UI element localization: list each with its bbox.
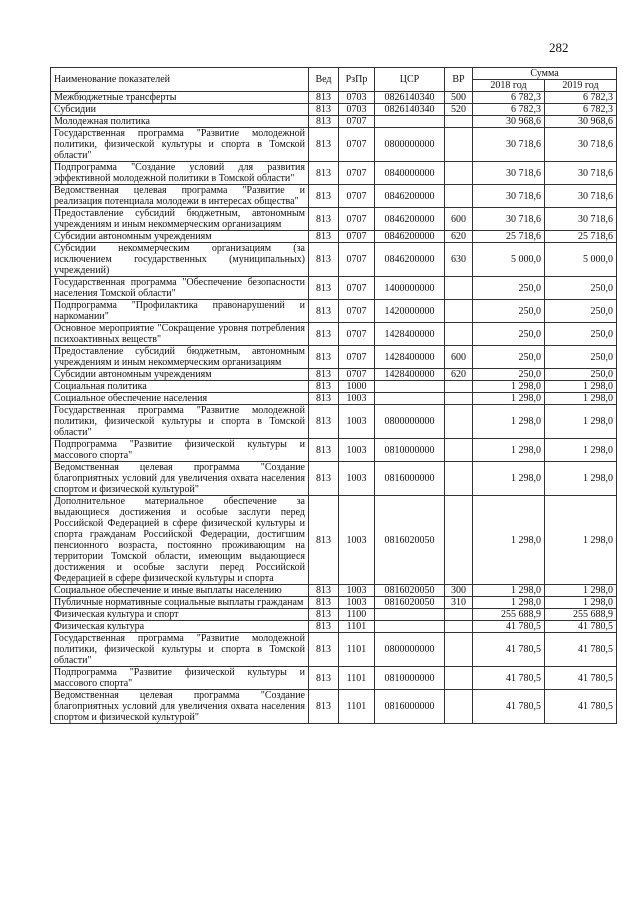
- cell-ved: 813: [309, 597, 339, 609]
- cell-y2019: 25 718,6: [545, 231, 617, 243]
- cell-y2018: 1 298,0: [473, 462, 545, 496]
- cell-rzpr: 0703: [339, 92, 375, 104]
- cell-rzpr: 1003: [339, 462, 375, 496]
- cell-y2018: 255 688,9: [473, 609, 545, 621]
- cell-ved: 813: [309, 369, 339, 381]
- cell-y2018: 6 782,3: [473, 92, 545, 104]
- table-row: [51, 609, 617, 621]
- table-row: [51, 690, 617, 724]
- cell-csr: 0816000000: [375, 690, 445, 724]
- cell-vr: [445, 667, 473, 690]
- cell-csr: 1428400000: [375, 369, 445, 381]
- cell-vr: [445, 323, 473, 346]
- cell-name: Субсидии: [51, 104, 309, 116]
- cell-y2019: 1 298,0: [545, 496, 617, 585]
- cell-name: Государственная программа "Развитие молодежной политики, физической культуры и спорта в Томской области": [51, 128, 309, 162]
- cell-rzpr: 0707: [339, 243, 375, 277]
- cell-y2019: 255 688,9: [545, 609, 617, 621]
- table-row: [51, 597, 617, 609]
- cell-ved: 813: [309, 243, 339, 277]
- cell-y2018: 1 298,0: [473, 496, 545, 585]
- cell-vr: [445, 393, 473, 405]
- cell-y2019: 30 968,6: [545, 116, 617, 128]
- cell-vr: 310: [445, 597, 473, 609]
- cell-vr: [445, 609, 473, 621]
- cell-name: Подпрограмма "Развитие физической культуры и массового спорта": [51, 667, 309, 690]
- cell-rzpr: 0707: [339, 346, 375, 369]
- cell-csr: 0810000000: [375, 439, 445, 462]
- cell-y2018: 30 718,6: [473, 185, 545, 208]
- cell-name: Физическая культура: [51, 621, 309, 633]
- cell-csr: [375, 116, 445, 128]
- budget-table: [50, 67, 617, 724]
- cell-y2019: 30 718,6: [545, 162, 617, 185]
- cell-name: Молодежная политика: [51, 116, 309, 128]
- cell-rzpr: 0707: [339, 116, 375, 128]
- cell-vr: [445, 116, 473, 128]
- cell-ved: 813: [309, 346, 339, 369]
- cell-ved: 813: [309, 633, 339, 667]
- cell-vr: 620: [445, 231, 473, 243]
- cell-name: Государственная программа "Развитие молодежной политики, физической культуры и спорта в Томской области": [51, 405, 309, 439]
- cell-csr: 0840000000: [375, 162, 445, 185]
- cell-csr: 0826140340: [375, 104, 445, 116]
- cell-ved: 813: [309, 667, 339, 690]
- cell-name: Субсидии некоммерческим организациям (за исключением государственных (муниципальных) учреждений): [51, 243, 309, 277]
- cell-rzpr: 1000: [339, 381, 375, 393]
- cell-csr: [375, 393, 445, 405]
- cell-y2019: 1 298,0: [545, 381, 617, 393]
- table-row: [51, 346, 617, 369]
- cell-y2018: 41 780,5: [473, 633, 545, 667]
- cell-name: Предоставление субсидий бюджетным, автономным учреждениям и иным некоммерческим организациям: [51, 346, 309, 369]
- cell-csr: [375, 621, 445, 633]
- cell-vr: [445, 381, 473, 393]
- cell-name: Ведомственная целевая программа "Создание благоприятных условий для увеличения охвата населения спортом и физической культурой": [51, 690, 309, 724]
- cell-rzpr: 1003: [339, 393, 375, 405]
- page-number: 282: [549, 40, 569, 55]
- cell-rzpr: 1003: [339, 405, 375, 439]
- cell-rzpr: 1003: [339, 597, 375, 609]
- cell-name: Государственная программа "Развитие молодежной политики, физической культуры и спорта в Томской области": [51, 633, 309, 667]
- cell-y2018: 1 298,0: [473, 439, 545, 462]
- table-row: [51, 633, 617, 667]
- cell-y2019: 250,0: [545, 300, 617, 323]
- cell-y2018: 30 718,6: [473, 128, 545, 162]
- cell-csr: 0826140340: [375, 92, 445, 104]
- cell-name: Предоставление субсидий бюджетным, автономным учреждениям и иным некоммерческим организациям: [51, 208, 309, 231]
- table-row: [51, 439, 617, 462]
- table-row: [51, 369, 617, 381]
- cell-name: Межбюджетные трансферты: [51, 92, 309, 104]
- cell-vr: [445, 405, 473, 439]
- cell-vr: [445, 300, 473, 323]
- cell-vr: 500: [445, 92, 473, 104]
- cell-y2018: 250,0: [473, 300, 545, 323]
- cell-y2019: 6 782,3: [545, 104, 617, 116]
- cell-y2018: 6 782,3: [473, 104, 545, 116]
- cell-ved: 813: [309, 393, 339, 405]
- cell-y2019: 5 000,0: [545, 243, 617, 277]
- cell-ved: 813: [309, 381, 339, 393]
- table-row: [51, 116, 617, 128]
- table-row: [51, 243, 617, 277]
- cell-rzpr: 0707: [339, 185, 375, 208]
- cell-y2018: 250,0: [473, 369, 545, 381]
- cell-y2019: 30 718,6: [545, 128, 617, 162]
- cell-ved: 813: [309, 323, 339, 346]
- cell-csr: 0810000000: [375, 667, 445, 690]
- cell-rzpr: 0703: [339, 104, 375, 116]
- cell-y2019: 41 780,5: [545, 690, 617, 724]
- cell-y2019: 41 780,5: [545, 621, 617, 633]
- cell-csr: 1428400000: [375, 346, 445, 369]
- cell-y2018: 1 298,0: [473, 585, 545, 597]
- cell-y2018: 250,0: [473, 323, 545, 346]
- cell-ved: 813: [309, 92, 339, 104]
- cell-vr: 620: [445, 369, 473, 381]
- cell-rzpr: 0707: [339, 162, 375, 185]
- cell-rzpr: 0707: [339, 208, 375, 231]
- cell-name: Социальное обеспечение и иные выплаты населению: [51, 585, 309, 597]
- cell-ved: 813: [309, 621, 339, 633]
- cell-y2018: 41 780,5: [473, 690, 545, 724]
- cell-vr: 630: [445, 243, 473, 277]
- cell-name: Публичные нормативные социальные выплаты гражданам: [51, 597, 309, 609]
- cell-ved: 813: [309, 162, 339, 185]
- cell-y2019: 30 718,6: [545, 185, 617, 208]
- cell-csr: 0846200000: [375, 231, 445, 243]
- cell-ved: 813: [309, 231, 339, 243]
- cell-y2018: 41 780,5: [473, 667, 545, 690]
- cell-name: Государственная программа "Обеспечение безопасности населения Томской области": [51, 277, 309, 300]
- cell-y2018: 30 718,6: [473, 208, 545, 231]
- cell-csr: 0800000000: [375, 633, 445, 667]
- cell-y2018: 25 718,6: [473, 231, 545, 243]
- cell-name: Ведомственная целевая программа "Развитие и реализация потенциала молодежи в интересах общества": [51, 185, 309, 208]
- cell-y2018: 30 968,6: [473, 116, 545, 128]
- cell-rzpr: 0707: [339, 323, 375, 346]
- cell-vr: [445, 633, 473, 667]
- cell-y2018: 30 718,6: [473, 162, 545, 185]
- cell-vr: [445, 185, 473, 208]
- cell-name: Дополнительное материальное обеспечение за выдающиеся достижения и особые заслуги перед Российской Федерацией в сфере физической культуры и спорта гражданам Российской Федерации, достигшим пенсионного возраста, постоянно проживающим на территории Томской области, имеющим выдающиеся достижения и особые заслуги перед Российской Федерацией в сфере физической культуры и спорта: [51, 496, 309, 585]
- cell-y2019: 41 780,5: [545, 633, 617, 667]
- table-row: [51, 667, 617, 690]
- header-rzpr: РзПр: [339, 68, 375, 92]
- cell-y2018: 1 298,0: [473, 393, 545, 405]
- cell-name: Ведомственная целевая программа "Создание благоприятных условий для увеличения охвата населения спортом и физической культурой": [51, 462, 309, 496]
- cell-vr: [445, 128, 473, 162]
- cell-y2019: 30 718,6: [545, 208, 617, 231]
- cell-vr: [445, 690, 473, 724]
- cell-ved: 813: [309, 496, 339, 585]
- cell-ved: 813: [309, 208, 339, 231]
- cell-rzpr: 0707: [339, 369, 375, 381]
- table-row: [51, 128, 617, 162]
- table-row: [51, 208, 617, 231]
- cell-csr: 0816000000: [375, 462, 445, 496]
- cell-y2019: 1 298,0: [545, 462, 617, 496]
- cell-csr: 0816020050: [375, 597, 445, 609]
- cell-rzpr: 1003: [339, 496, 375, 585]
- cell-csr: [375, 381, 445, 393]
- cell-rzpr: 1101: [339, 621, 375, 633]
- cell-name: Подпрограмма "Создание условий для развития эффективной молодежной политики в Томской области": [51, 162, 309, 185]
- cell-rzpr: 1101: [339, 690, 375, 724]
- cell-csr: 1428400000: [375, 323, 445, 346]
- cell-vr: [445, 162, 473, 185]
- cell-rzpr: 0707: [339, 128, 375, 162]
- table-row: [51, 92, 617, 104]
- cell-y2018: 5 000,0: [473, 243, 545, 277]
- cell-y2019: 1 298,0: [545, 597, 617, 609]
- table-row: [51, 323, 617, 346]
- cell-rzpr: 0707: [339, 300, 375, 323]
- cell-vr: 600: [445, 346, 473, 369]
- header-2018: 2018 год: [473, 80, 545, 92]
- cell-rzpr: 1003: [339, 439, 375, 462]
- cell-csr: 0816020050: [375, 496, 445, 585]
- cell-ved: 813: [309, 300, 339, 323]
- cell-rzpr: 1100: [339, 609, 375, 621]
- header-vr: ВР: [445, 68, 473, 92]
- table-row: [51, 162, 617, 185]
- cell-ved: 813: [309, 277, 339, 300]
- table-row: [51, 381, 617, 393]
- cell-ved: 813: [309, 690, 339, 724]
- cell-y2019: 1 298,0: [545, 585, 617, 597]
- cell-csr: 0846200000: [375, 208, 445, 231]
- cell-y2019: 250,0: [545, 369, 617, 381]
- table-row: [51, 300, 617, 323]
- cell-csr: 1400000000: [375, 277, 445, 300]
- cell-y2018: 250,0: [473, 277, 545, 300]
- cell-csr: [375, 609, 445, 621]
- table-row: [51, 104, 617, 116]
- cell-name: Основное мероприятие "Сокращение уровня потребления психоактивных веществ": [51, 323, 309, 346]
- table-row: [51, 185, 617, 208]
- cell-ved: 813: [309, 185, 339, 208]
- header-ved: Вед: [309, 68, 339, 92]
- cell-y2019: 250,0: [545, 346, 617, 369]
- cell-y2019: 250,0: [545, 277, 617, 300]
- cell-ved: 813: [309, 609, 339, 621]
- cell-csr: 0800000000: [375, 128, 445, 162]
- cell-name: Физическая культура и спорт: [51, 609, 309, 621]
- cell-y2019: 41 780,5: [545, 667, 617, 690]
- cell-name: Социальное обеспечение населения: [51, 393, 309, 405]
- table-row: [51, 231, 617, 243]
- cell-y2018: 1 298,0: [473, 597, 545, 609]
- cell-y2018: 1 298,0: [473, 405, 545, 439]
- cell-rzpr: 1003: [339, 585, 375, 597]
- cell-vr: 520: [445, 104, 473, 116]
- cell-vr: [445, 439, 473, 462]
- cell-name: Субсидии автономным учреждениям: [51, 231, 309, 243]
- cell-rzpr: 1101: [339, 667, 375, 690]
- table-row: [51, 393, 617, 405]
- header-2019: 2019 год: [545, 80, 617, 92]
- cell-y2019: 6 782,3: [545, 92, 617, 104]
- cell-name: Субсидии автономным учреждениям: [51, 369, 309, 381]
- cell-y2019: 1 298,0: [545, 393, 617, 405]
- cell-y2019: 250,0: [545, 323, 617, 346]
- cell-vr: [445, 621, 473, 633]
- cell-csr: 0846200000: [375, 185, 445, 208]
- cell-csr: 0816020050: [375, 585, 445, 597]
- cell-y2019: 1 298,0: [545, 439, 617, 462]
- cell-ved: 813: [309, 116, 339, 128]
- cell-rzpr: 0707: [339, 277, 375, 300]
- cell-vr: [445, 496, 473, 585]
- cell-vr: [445, 277, 473, 300]
- cell-vr: [445, 462, 473, 496]
- table-row: [51, 277, 617, 300]
- table-row: [51, 496, 617, 585]
- cell-rzpr: 1101: [339, 633, 375, 667]
- table-row: [51, 621, 617, 633]
- cell-csr: 0846200000: [375, 243, 445, 277]
- cell-ved: 813: [309, 128, 339, 162]
- cell-ved: 813: [309, 462, 339, 496]
- cell-ved: 813: [309, 439, 339, 462]
- cell-name: Подпрограмма "Развитие физической культуры и массового спорта": [51, 439, 309, 462]
- cell-y2018: 41 780,5: [473, 621, 545, 633]
- header-name: Наименование показателей: [51, 68, 309, 92]
- table-row: [51, 585, 617, 597]
- cell-ved: 813: [309, 405, 339, 439]
- table-row: [51, 462, 617, 496]
- cell-name: Социальная политика: [51, 381, 309, 393]
- cell-rzpr: 0707: [339, 231, 375, 243]
- header-csr: ЦСР: [375, 68, 445, 92]
- cell-csr: 0800000000: [375, 405, 445, 439]
- cell-y2018: 1 298,0: [473, 381, 545, 393]
- cell-name: Подпрограмма "Профилактика правонарушений и наркомании": [51, 300, 309, 323]
- cell-ved: 813: [309, 104, 339, 116]
- cell-y2019: 1 298,0: [545, 405, 617, 439]
- cell-vr: 600: [445, 208, 473, 231]
- cell-csr: 1420000000: [375, 300, 445, 323]
- cell-ved: 813: [309, 585, 339, 597]
- cell-y2018: 250,0: [473, 346, 545, 369]
- table-row: [51, 405, 617, 439]
- header-sum: Сумма: [473, 68, 617, 80]
- cell-vr: 300: [445, 585, 473, 597]
